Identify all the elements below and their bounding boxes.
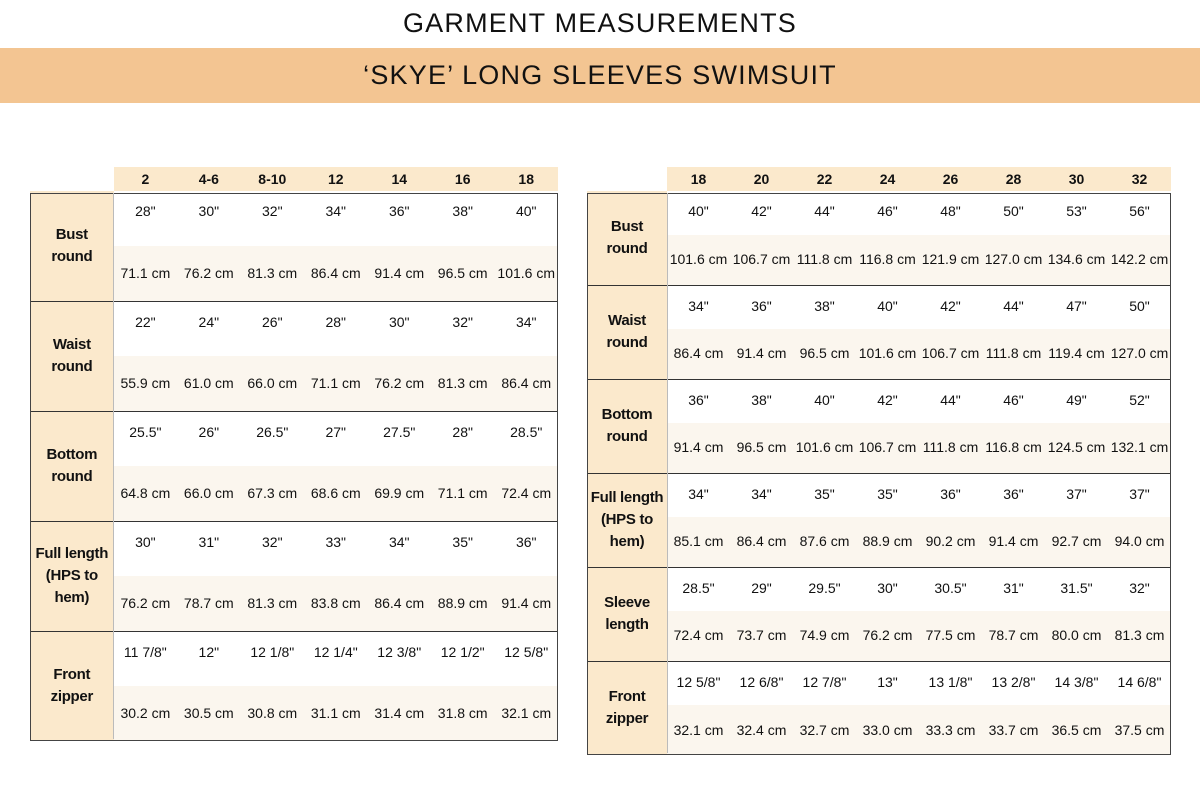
inch-value: 34" xyxy=(667,285,730,329)
inch-value: 30" xyxy=(368,301,431,356)
cm-value: 69.9 cm xyxy=(368,466,431,521)
inch-value: 12 5/8" xyxy=(494,631,558,686)
inch-value: 37" xyxy=(1108,473,1171,517)
cm-value: 73.7 cm xyxy=(730,611,793,661)
inch-value: 40" xyxy=(793,379,856,423)
cm-value: 78.7 cm xyxy=(982,611,1045,661)
inch-value: 34" xyxy=(325,203,347,219)
cm-value: 134.6 cm xyxy=(1045,235,1108,285)
inch-value: 36" xyxy=(494,521,558,576)
inch-value: 28" xyxy=(135,203,156,219)
inch-value: 35" xyxy=(793,473,856,517)
cm-value: 61.0 cm xyxy=(177,356,240,411)
inch-value: 33" xyxy=(304,521,367,576)
inch-value: 24" xyxy=(177,301,240,356)
cm-value: 76.2 cm xyxy=(114,576,177,631)
inch-value: 26" xyxy=(241,301,304,356)
inch-value: 32" xyxy=(431,301,494,356)
inch-value: 30" xyxy=(856,567,919,611)
size-header-26: 26 xyxy=(919,167,982,191)
measurement-label xyxy=(587,285,667,379)
measurement-label-line: Waist xyxy=(608,312,646,329)
measurement-label-line: hem) xyxy=(54,589,90,606)
size-header-4-6: 4-6 xyxy=(177,167,240,191)
measurement-label-line: Waist xyxy=(52,336,91,353)
cm-value: 91.4 cm xyxy=(368,246,431,301)
inch-value: 42" xyxy=(856,379,919,423)
inch-value: 48" xyxy=(940,203,961,219)
inch-value: 12 7/8" xyxy=(793,661,856,705)
inch-value: 52" xyxy=(1108,379,1171,423)
cm-value: 116.8 cm xyxy=(856,235,919,285)
measurement-label-line: round xyxy=(51,468,93,485)
size-table-left xyxy=(30,167,558,741)
inch-value: 11 7/8" xyxy=(114,631,177,686)
inch-value: 13" xyxy=(856,661,919,705)
inch-value: 14 3/8" xyxy=(1045,661,1108,705)
inch-value: 38" xyxy=(793,285,856,329)
size-header-18: 18 xyxy=(494,167,558,191)
inch-value: 28" xyxy=(304,301,367,356)
inch-value: 47" xyxy=(1045,285,1108,329)
inch-value: 31.5" xyxy=(1045,567,1108,611)
inch-value: 30" xyxy=(198,203,220,219)
inch-value: 36" xyxy=(388,203,410,219)
inch-value: 38" xyxy=(452,203,473,219)
cm-value: 111.8 cm xyxy=(793,235,856,285)
cm-value: 30.8 cm xyxy=(241,686,304,741)
inch-value: 40" xyxy=(515,203,537,219)
size-header-18: 18 xyxy=(667,167,730,191)
cm-value: 111.8 cm xyxy=(919,423,982,473)
inch-value: 53" xyxy=(1066,203,1087,219)
cm-value: 111.8 cm xyxy=(982,329,1045,379)
cm-value: 86.4 cm xyxy=(667,329,730,379)
inch-value: 31" xyxy=(982,567,1045,611)
inch-value: 49" xyxy=(1045,379,1108,423)
cm-value: 33.3 cm xyxy=(919,705,982,755)
inch-value: 29.5" xyxy=(793,567,856,611)
cm-value: 127.0 cm xyxy=(982,235,1045,285)
measurement-row-inches xyxy=(30,521,558,576)
inch-value: 12 3/8" xyxy=(368,631,431,686)
measurement-label-line: Sleeve xyxy=(604,594,650,611)
inch-value: 44" xyxy=(814,203,835,219)
inch-value: 12 6/8" xyxy=(730,661,793,705)
size-header-28: 28 xyxy=(982,167,1045,191)
cm-value: 85.1 cm xyxy=(667,517,730,567)
inch-value: 28.5" xyxy=(667,567,730,611)
product-banner: ‘SKYE’ LONG SLEEVES SWIMSUIT xyxy=(0,48,1200,103)
cm-value: 106.7 cm xyxy=(856,423,919,473)
inch-value: 34" xyxy=(730,473,793,517)
measurement-row-inches xyxy=(587,285,1171,329)
measurement-label xyxy=(30,301,114,411)
measurement-row-inches xyxy=(587,379,1171,423)
size-header-24: 24 xyxy=(856,167,919,191)
measurement-label xyxy=(587,567,667,661)
inch-value: 42" xyxy=(751,203,772,219)
cm-value: 68.6 cm xyxy=(304,466,367,521)
measurement-label-line: Front xyxy=(53,666,91,684)
cm-value: 127.0 cm xyxy=(1108,329,1171,379)
inch-value: 36" xyxy=(982,473,1045,517)
cm-value: 71.1 cm xyxy=(431,466,494,521)
inch-value: 32" xyxy=(1108,567,1171,611)
cm-value: 30.5 cm xyxy=(177,686,240,741)
cm-value: 76.2 cm xyxy=(856,611,919,661)
cm-value: 94.0 cm xyxy=(1108,517,1171,567)
measurement-label xyxy=(587,379,667,473)
cm-value: 121.9 cm xyxy=(919,235,982,285)
cm-value: 77.5 cm xyxy=(919,611,982,661)
inch-value: 34" xyxy=(494,301,558,356)
inch-value: 27" xyxy=(304,411,367,466)
cm-value: 142.2 cm xyxy=(1108,235,1171,285)
measurement-row-inches xyxy=(30,411,558,466)
inch-value: 44" xyxy=(919,379,982,423)
inch-value: 46" xyxy=(877,203,898,219)
cm-value: 37.5 cm xyxy=(1108,705,1171,755)
inch-value: 14 6/8" xyxy=(1108,661,1171,705)
inch-value: 12 1/8" xyxy=(241,631,304,686)
inch-value: 38" xyxy=(730,379,793,423)
inch-value: 34" xyxy=(368,521,431,576)
cm-value: 64.8 cm xyxy=(114,466,177,521)
inch-value: 40" xyxy=(856,285,919,329)
cm-value: 76.2 cm xyxy=(368,356,431,411)
inch-value: 56" xyxy=(1129,203,1150,219)
size-header-32: 32 xyxy=(1108,167,1171,191)
inch-value: 27.5" xyxy=(368,411,431,466)
inch-value: 30.5" xyxy=(919,567,982,611)
cm-value: 91.4 cm xyxy=(667,423,730,473)
cm-value: 72.4 cm xyxy=(667,611,730,661)
inch-value: 34" xyxy=(667,473,730,517)
inch-value: 28" xyxy=(431,411,494,466)
cm-value: 32.4 cm xyxy=(730,705,793,755)
cm-value: 66.0 cm xyxy=(241,356,304,411)
cm-value: 31.4 cm xyxy=(368,686,431,741)
cm-value: 67.3 cm xyxy=(241,466,304,521)
inch-value: 42" xyxy=(919,285,982,329)
inch-value: 35" xyxy=(431,521,494,576)
cm-value: 116.8 cm xyxy=(982,423,1045,473)
cm-value: 86.4 cm xyxy=(368,576,431,631)
cm-value: 80.0 cm xyxy=(1045,611,1108,661)
cm-value: 55.9 cm xyxy=(114,356,177,411)
measurement-row-inches xyxy=(30,301,558,356)
cm-value: 36.5 cm xyxy=(1045,705,1108,755)
cm-value: 96.5 cm xyxy=(793,329,856,379)
cm-value: 132.1 cm xyxy=(1108,423,1171,473)
cm-value: 71.1 cm xyxy=(304,356,367,411)
inch-value: 29" xyxy=(730,567,793,611)
measurement-label-line: zipper xyxy=(605,710,649,728)
measurement-label-line: Full length xyxy=(590,489,664,506)
cm-value: 101.6 cm xyxy=(494,246,558,301)
cm-value: 86.4 cm xyxy=(304,246,367,301)
measurement-label-line: (HPS to xyxy=(600,511,654,528)
measurement-label-line: round xyxy=(51,247,93,265)
measurement-label-line: round xyxy=(51,358,93,375)
inch-value: 31" xyxy=(177,521,240,576)
measurement-label-line: round xyxy=(606,334,648,351)
cm-value: 72.4 cm xyxy=(494,466,558,521)
cm-value: 32.1 cm xyxy=(667,705,730,755)
measurement-row-inches xyxy=(587,567,1171,611)
inch-value: 36" xyxy=(919,473,982,517)
cm-value: 33.7 cm xyxy=(982,705,1045,755)
cm-value: 96.5 cm xyxy=(431,246,494,301)
size-header-12: 12 xyxy=(304,167,367,191)
size-header-14: 14 xyxy=(368,167,431,191)
size-header-22: 22 xyxy=(793,167,856,191)
inch-value: 26" xyxy=(177,411,240,466)
size-header-8-10: 8-10 xyxy=(241,167,304,191)
inch-value: 32" xyxy=(241,521,304,576)
measurement-label-line: Bottom xyxy=(46,446,98,463)
inch-value: 46" xyxy=(982,379,1045,423)
cm-value: 76.2 cm xyxy=(177,246,240,301)
cm-value: 66.0 cm xyxy=(177,466,240,521)
measurement-row-inches xyxy=(587,473,1171,517)
inch-value: 50" xyxy=(1108,285,1171,329)
inch-value: 12 1/2" xyxy=(431,631,494,686)
cm-value: 124.5 cm xyxy=(1045,423,1108,473)
cm-value: 32.7 cm xyxy=(793,705,856,755)
cm-value: 87.6 cm xyxy=(793,517,856,567)
size-header-16: 16 xyxy=(431,167,494,191)
measurement-label-line: round xyxy=(606,428,648,445)
page-title: GARMENT MEASUREMENTS xyxy=(402,8,798,38)
measurement-row-inches xyxy=(587,191,1171,235)
inch-value: 25.5" xyxy=(114,411,177,466)
cm-value: 32.1 cm xyxy=(494,686,558,741)
measurement-label-line: Bust xyxy=(55,225,88,243)
cm-value: 119.4 cm xyxy=(1045,329,1108,379)
inch-value: 13 1/8" xyxy=(919,661,982,705)
cm-value: 83.8 cm xyxy=(304,576,367,631)
inch-value: 12 5/8" xyxy=(667,661,730,705)
size-header-row xyxy=(587,167,1171,191)
measurement-label-line: Bust xyxy=(610,217,644,235)
cm-value: 91.4 cm xyxy=(982,517,1045,567)
cm-value: 86.4 cm xyxy=(730,517,793,567)
inch-value: 36" xyxy=(667,379,730,423)
size-header-30: 30 xyxy=(1045,167,1108,191)
size-table-right xyxy=(587,167,1171,755)
measurement-row-inches xyxy=(30,191,558,246)
cm-value: 96.5 cm xyxy=(730,423,793,473)
inch-value: 28.5" xyxy=(494,411,558,466)
measurement-row-cm xyxy=(587,423,1171,473)
measurement-row-inches xyxy=(587,661,1171,705)
measurement-label xyxy=(30,521,114,631)
header-corner xyxy=(587,167,667,191)
measurement-row-cm xyxy=(587,517,1171,567)
measurement-label xyxy=(587,473,667,567)
size-header-20: 20 xyxy=(730,167,793,191)
cm-value: 88.9 cm xyxy=(431,576,494,631)
cm-value: 81.3 cm xyxy=(431,356,494,411)
measurement-label-line: Bottom xyxy=(601,406,653,423)
measurement-label xyxy=(587,661,667,755)
cm-value: 74.9 cm xyxy=(793,611,856,661)
cm-value: 92.7 cm xyxy=(1045,517,1108,567)
measurement-label-line: round xyxy=(606,239,648,257)
cm-value: 81.3 cm xyxy=(241,576,304,631)
measurement-row-inches xyxy=(30,631,558,686)
cm-value: 31.1 cm xyxy=(304,686,367,741)
header-corner xyxy=(30,167,114,191)
cm-value: 81.3 cm xyxy=(1108,611,1171,661)
inch-value: 13 2/8" xyxy=(982,661,1045,705)
inch-value: 22" xyxy=(114,301,177,356)
size-header-2: 2 xyxy=(114,167,177,191)
cm-value: 86.4 cm xyxy=(494,356,558,411)
measurement-label-line: length xyxy=(605,616,649,633)
measurement-label-line: hem) xyxy=(609,533,645,550)
inch-value: 12 1/4" xyxy=(304,631,367,686)
cm-value: 33.0 cm xyxy=(856,705,919,755)
measurement-row-cm xyxy=(587,611,1171,661)
inch-value: 26.5" xyxy=(241,411,304,466)
cm-value: 91.4 cm xyxy=(730,329,793,379)
inch-value: 40" xyxy=(688,203,709,219)
inch-value: 35" xyxy=(856,473,919,517)
measurement-label xyxy=(30,191,114,301)
inch-value: 36" xyxy=(730,285,793,329)
cm-value: 106.7 cm xyxy=(730,235,793,285)
cm-value: 106.7 cm xyxy=(919,329,982,379)
cm-value: 30.2 cm xyxy=(114,686,177,741)
measurement-label-line: Front xyxy=(608,688,646,706)
inch-value: 37" xyxy=(1045,473,1108,517)
measurement-row-cm xyxy=(587,235,1171,285)
inch-value: 30" xyxy=(114,521,177,576)
measurement-label-line: (HPS to xyxy=(45,567,98,584)
cm-value: 90.2 cm xyxy=(919,517,982,567)
cm-value: 31.8 cm xyxy=(431,686,494,741)
measurement-row-cm xyxy=(587,705,1171,755)
inch-value: 12" xyxy=(177,631,240,686)
measurement-row-cm xyxy=(587,329,1171,379)
cm-value: 71.1 cm xyxy=(114,246,177,301)
cm-value: 101.6 cm xyxy=(856,329,919,379)
measurement-label xyxy=(587,191,667,285)
cm-value: 81.3 cm xyxy=(241,246,304,301)
measurement-label xyxy=(30,411,114,521)
measurement-label xyxy=(30,631,114,741)
inch-value: 50" xyxy=(1003,203,1024,219)
cm-value: 78.7 cm xyxy=(177,576,240,631)
cm-value: 91.4 cm xyxy=(494,576,558,631)
size-header-row xyxy=(30,167,558,191)
cm-value: 101.6 cm xyxy=(793,423,856,473)
measurement-label-line: zipper xyxy=(50,688,93,706)
cm-value: 88.9 cm xyxy=(856,517,919,567)
inch-value: 32" xyxy=(262,203,283,219)
inch-value: 44" xyxy=(982,285,1045,329)
measurement-label-line: Full length xyxy=(35,545,109,562)
cm-value: 101.6 cm xyxy=(667,235,730,285)
